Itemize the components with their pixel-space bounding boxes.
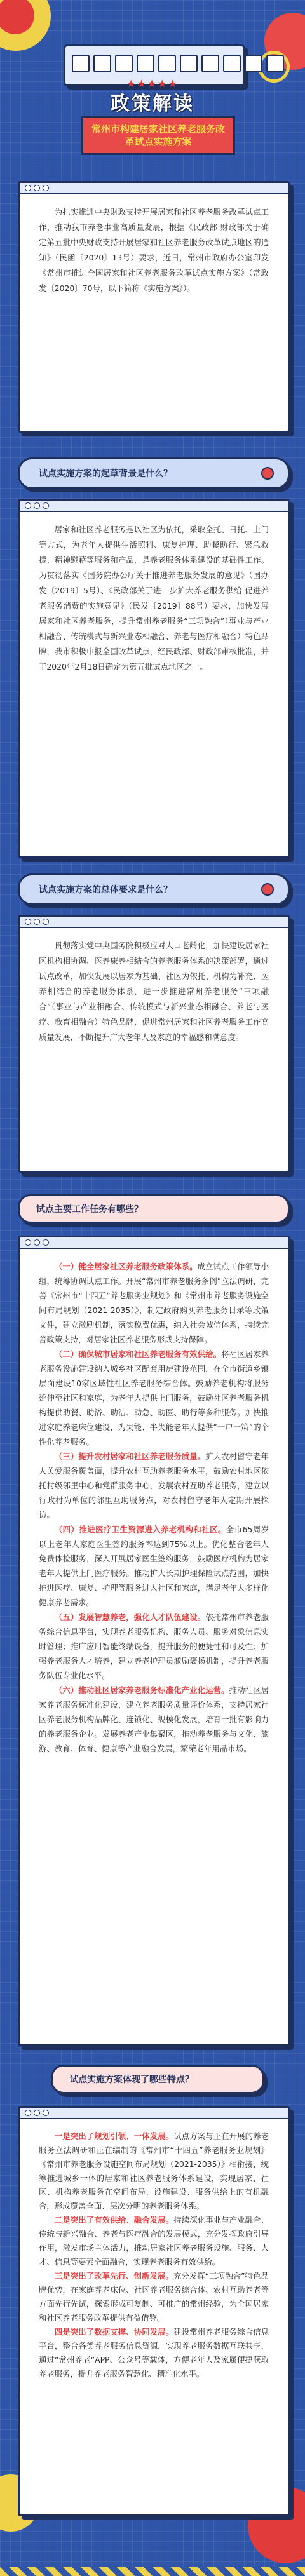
q1-card [18,499,290,858]
q2-title: 试点实施方案的总体要求是什么？ [39,885,172,895]
task-item: （三）提升农村居家和社区养老服务质量。扩大农村留守老年人关爱服务覆盖面，提升农村互助养老服务水平，鼓励农村地区依托村级邻里中心和党群服务中心，发展农村互助养老服务，建立以行政村为单位的邻里互助服务点，对农村留守老年人定期开展探访。 [39,1452,269,1520]
q3-card [18,1236,290,2046]
intro-text: 为扎实推进中央财政支持开展居家和社区养老服务改革试点工作，推动我市养老事业高质量发展，根据《民政部 财政部关于确定第五批中央财政支持开展居家和社区养老服务改革试点地区的通知》（民函〔2020〕13号）要求，近日，常州市政府办公室印发《常州市推进全国居家和社区养老服务改革试点实施方案》（常政发〔2020〕70号，以下简称《实施方案》）。 [39,207,269,293]
q2-text: 贯彻落实党中央国务院积极应对人口老龄化，加快建设居家社区机构相协调、医养康养相结合的养老服务体系的决策部署，通过试点改革，加快发展以居家为基础、社区为依托、机构为补充、医养相结合的养老服务体系，进一步推进常州养老服务“三项融合”（事业与产业相融合、传统模式与新兴业态相融合、养老与医疗、教育相融合）特色品牌，促进常州居家和社区养老服务工作高质量发展，不断提升广大老年人及家庭的幸福感和满意度。 [39,941,269,1042]
decor-circle-red [0,0,34,34]
card-bar [20,501,288,512]
page-subtitle: 常州市构建居家社区养老服务改革试点实施方案 [81,116,235,155]
page-header [25,44,280,156]
card-bar [20,1237,288,1249]
q2-banner [18,873,290,905]
title-frame-squares [72,55,284,72]
feature-item: 二是突出了有效供给、融合发展。持续深化事业与产业融合、传统与新兴融合、养老与医疗融合的发展模式，充分发挥政府引导作用，激发市场主体活力，推动居家社区养老服务设施、服务、人才、信息等要素全面融合，实现养老服务有效供给。 [39,2215,269,2267]
page-title: 政策解读 [111,93,194,115]
card-bar [20,2108,288,2119]
task-item: （四）推进医疗卫生资源进入养老机构和社区。全市65周岁以上老年人家庭医生签约服务率达到75%以上。优化整合老年人免费体检服务，深入开展居家医生签约服务，鼓励医疗机构为居家老年人提供上门医疗服务。推动扩大长期护理保险试点范围，加快推进医疗、康复、护理等服务进入社区和家庭，满足老年人多样化健康养老需求。 [39,1525,269,1607]
q1-banner [18,457,290,489]
stars-icon: ★★★★★ [126,78,179,90]
q4-title: 试点实施方案体现了哪些特点？ [69,2075,194,2085]
task-item: （五）发展智慧养老，强化人才队伍建设。依托常州市养老服务综合信息平台，实现养老服务机构、服务人员、服务对象信息实时管理；推广应用智能终端设备，提升服务的便捷性和可及性；加强养老服务人才培养，建立养老护理员激励褒扬机制，提升养老服务队伍专业化水平。 [39,1612,269,1680]
q3-banner [18,1194,290,1224]
feature-item: 三是突出了改革先行、创新发展。充分发挥“三项融合”特色品牌优势，在家庭养老床位、社区养老服务综合体、农村互助养老等方面先行先试，探索形成可复制、可推广的常州经验，为全国居家和社区养老服务改革提供有益借鉴。 [39,2271,269,2323]
task-item: （一）健全居家社区养老服务政策体系。成立试点工作领导小组，统筹协调试点工作。开展“常州市养老服务条例”立法调研，完善《常州市“十四五”养老服务业规划》和《常州市养老服务设施空间布局规划（2021-2035）》，制定政府购买养老服务目录等政策文件，建立激励机制，落实税费优惠，纳入社会诚信体系，持续完善政策支持，对居家社区养老服务形成支持保障。 [39,1262,269,1344]
q1-title: 试点实施方案的起草背景是什么？ [39,469,172,479]
task-item: （二）确保城市居家和社区养老服务有效供给。将社区居家养老服务设施建设纳入城乡社区配套用房建设范围，在全市街道乡镇层面建设10家区域性社区养老服务综合体。鼓励养老机构将服务延伸至社区和家庭，为老年人提供上门服务，鼓励社区养老服务机构提供助餐、助浴、助洁、助急、助医、助行等多种服务。加快推进家庭养老床位建设，为失能、半失能老年人提供“一户一策”的个性化养老服务。 [39,1349,269,1446]
feature-item: 一是突出了规划引领、一体发展。试点方案与正在开展的养老服务立法调研和正在编制的《常州市“十四五”养老服务业规划》《常州市养老服务设施空间布局规划（2021-2035）》相衔接，统筹推进城乡一体的居家和社区养老服务体系建设，实现居家、社区、机构养老服务在空间布局、设施建设、服务供给上的有机融合，形成覆盖全面、层次分明的养老服务体系。 [39,2131,269,2211]
q4-banner [51,2065,264,2094]
decor-stripe [0,2567,305,2576]
q3-title: 试点主要工作任务有哪些？ [36,1204,143,1215]
task-item: （六）推动社区居家养老服务标准化产业化运营。推动社区居家养老服务标准化建设，建立养老服务质量评价体系，支持居家社区养老服务机构品牌化、连锁化、规模化发展，培育一批有影响力的养老服务企业。发展养老产业集聚区，推动养老服务与文化、旅游、教育、体育、健康等产业融合发展，繁荣老年用品市场。 [39,1685,269,1753]
card-bar [20,917,288,928]
feature-item: 四是突出了数据支撑、协同发展。建设常州养老服务综合信息平台，整合各类养老服务信息资源，实现养老服务数据互联共享，通过“常州养老”APP、公众号等载体，方便老年人及家属便捷获取养老服务，提升养老服务智慧化、精准化水平。 [39,2327,269,2378]
card-bar [20,183,288,194]
q4-card [18,2106,290,2516]
q2-card [18,915,290,1173]
decor-circle-yellow [0,0,51,51]
q1-text: 居家和社区养老服务是以社区为依托，采取全托、日托、上门等方式，为老年人提供生活照料、康复护理、助餐助行、紧急救援、精神慰藉等服务和产品，是养老服务体系建设的基础性工作。为贯彻落实《国务院办公厅关于推进养老服务发展的意见》（国办发〔2019〕5号）、《民政部关于进一步扩大养老服务供给 促进养老服务消费的实施意见》（民发〔2019〕88号）要求，加快发展居家和社区养老服务，提升常州养老服务“三项融合”（事业与产业相融合、传统模式与新兴业态相融合、养老与医疗相融合）特色品牌，我市积极申报全国改革试点，经民政部、财政部审核批准，并于2020年2月18日确定为第五批试点地区之一。 [39,525,269,671]
intro-card [18,181,290,433]
